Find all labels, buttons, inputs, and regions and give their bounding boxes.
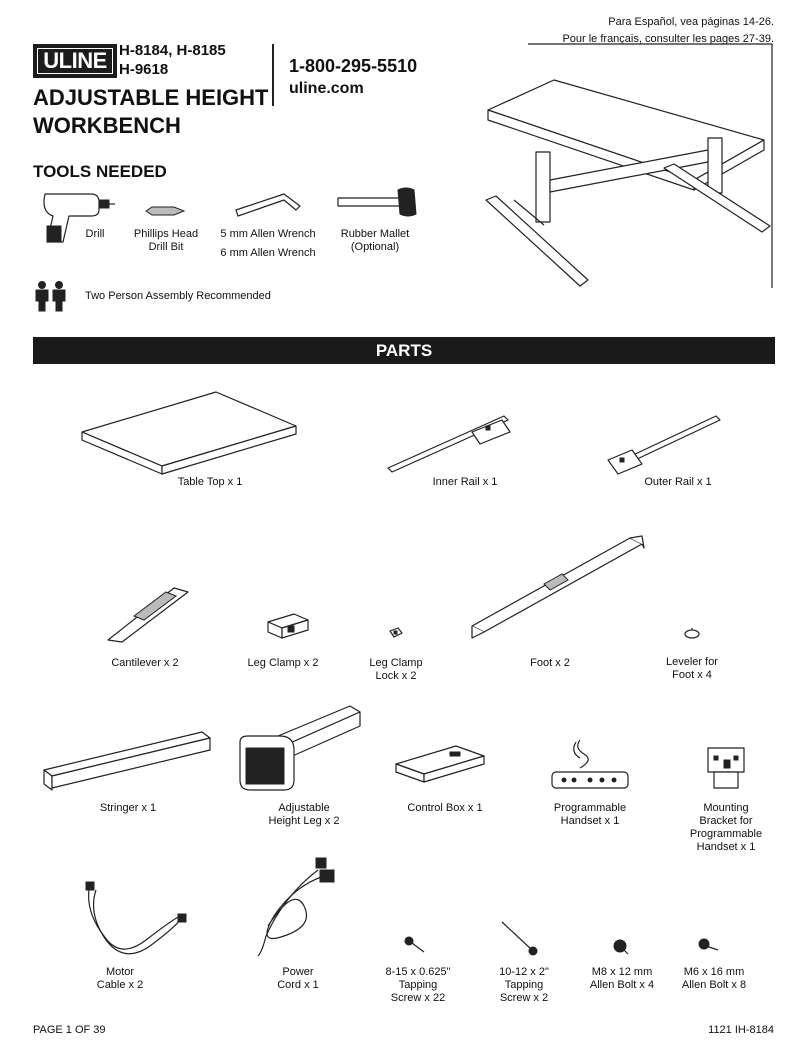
tapping-screw-long-icon — [500, 920, 540, 956]
clamp-lock-label-1: Leg Clamp — [369, 657, 423, 669]
leg-clamp-lock-icon — [388, 627, 404, 639]
cantilever-label: Cantilever x 2 — [111, 657, 179, 669]
inner-rail-label: Inner Rail x 1 — [432, 476, 498, 488]
foot-label: Foot x 2 — [530, 657, 570, 669]
motor-cable-label-1: Motor — [105, 966, 135, 978]
workbench-drawing — [484, 40, 776, 292]
mounting-bracket-label — [676, 802, 776, 854]
tapping-screw-long-label — [482, 966, 566, 1005]
page-title — [33, 84, 269, 140]
leg-clamp-icon — [264, 612, 312, 640]
handset-label-2: Handset x 1 — [560, 815, 620, 827]
bolt1-label-2: Allen Bolt x 4 — [589, 979, 655, 991]
leveler-label-1: Leveler for — [666, 656, 718, 668]
clamp-lock-label-2: Lock x 2 — [375, 670, 417, 682]
handset-label-1: Programmable — [553, 802, 627, 814]
leg-label-2: Height Leg x 2 — [268, 815, 340, 827]
screw1-label-3: Screw x 22 — [390, 992, 446, 1004]
mallet-label-1: Rubber Mallet — [340, 228, 410, 240]
phone-number: 1-800-295-5510 — [289, 56, 418, 76]
stringer-label: Stringer x 1 — [99, 802, 157, 814]
wrench-6mm-label: 6 mm Allen Wrench — [220, 247, 316, 259]
motor-cable-label — [80, 966, 160, 992]
screw1-label-2: Tapping — [398, 979, 438, 991]
tapping-screw-short-icon — [404, 936, 430, 956]
allen-bolt-m6-icon — [698, 938, 720, 954]
outer-rail-icon — [604, 412, 724, 478]
title-line-1: ADJUSTABLE HEIGHT — [33, 85, 269, 110]
two-person-label: Two Person Assembly Recommended — [85, 290, 271, 302]
model-line-2: H-9618 — [119, 61, 169, 78]
mounting-bracket-icon — [706, 746, 746, 790]
header-divider — [272, 44, 274, 106]
drill-label: Drill — [85, 228, 105, 240]
screw2-label-3: Screw x 2 — [499, 992, 549, 1004]
foot-icon — [468, 534, 646, 644]
power-cord-label — [258, 966, 338, 992]
programmable-handset-icon — [550, 738, 630, 792]
screw2-label-1: 10-12 x 2" — [499, 966, 549, 978]
outer-rail-label: Outer Rail x 1 — [644, 476, 712, 488]
allen-bolt-m6-label — [668, 966, 760, 992]
bracket-label-2: Bracket for — [699, 815, 753, 827]
leg-clamp-label: Leg Clamp x 2 — [247, 657, 319, 669]
bracket-label-1: Mounting — [703, 802, 749, 814]
motor-cable-label-2: Cable x 2 — [96, 979, 144, 991]
bolt2-label-1: M6 x 16 mm — [683, 966, 745, 978]
model-numbers — [119, 41, 226, 79]
bolt1-label-1: M8 x 12 mm — [591, 966, 653, 978]
leg-clamp-lock-label — [356, 657, 436, 683]
drill-bit-icon — [144, 205, 188, 217]
model-line-1: H-8184, H-8185 — [119, 42, 226, 59]
leveler-icon — [684, 628, 700, 640]
screw2-label-2: Tapping — [504, 979, 544, 991]
document-id: 1121 IH-8184 — [708, 1024, 774, 1036]
leg-label-1: Adjustable — [278, 802, 330, 814]
drill-bit-label — [128, 228, 204, 254]
uline-logo: ULINE — [33, 44, 117, 78]
tapping-screw-short-label — [376, 966, 460, 1005]
adjustable-leg-label — [256, 802, 352, 828]
leveler-label-2: Foot x 4 — [672, 669, 712, 681]
drill-bit-label-1: Phillips Head — [133, 228, 199, 240]
power-cord-label-1: Power — [282, 966, 314, 978]
rubber-mallet-icon — [336, 186, 420, 220]
power-cord-label-2: Cord x 1 — [277, 979, 319, 991]
tools-heading: TOOLS NEEDED — [33, 162, 167, 181]
website: uline.com — [289, 80, 364, 97]
power-cord-icon — [254, 856, 344, 960]
title-line-2: WORKBENCH — [33, 113, 181, 138]
motor-cable-icon — [76, 880, 186, 964]
programmable-handset-label — [540, 802, 640, 828]
bolt2-label-2: Allen Bolt x 8 — [681, 979, 747, 991]
allen-bolt-m8-label — [576, 966, 668, 992]
mallet-label-2: (Optional) — [350, 241, 400, 253]
leveler-label — [650, 656, 734, 682]
control-box-icon — [394, 744, 486, 784]
two-person-icon — [33, 281, 69, 311]
allen-bolt-m8-icon — [612, 938, 632, 958]
allen-wrench-icon — [234, 188, 304, 218]
french-note: Pour le français, consulter les pages 27-39. — [562, 33, 774, 45]
screw1-label-1: 8-15 x 0.625" — [385, 966, 451, 978]
cantilever-icon — [104, 584, 190, 644]
control-box-label: Control Box x 1 — [407, 802, 483, 814]
rubber-mallet-label — [330, 228, 420, 254]
drill-bit-label-2: Drill Bit — [148, 241, 184, 253]
table-top-icon — [80, 390, 300, 480]
workbench-illustration — [484, 40, 776, 292]
page-number: PAGE 1 OF 39 — [33, 1024, 106, 1036]
spanish-note: Para Español, vea páginas 14-26. — [608, 16, 774, 28]
inner-rail-icon — [386, 412, 516, 478]
wrench-5mm-label: 5 mm Allen Wrench — [220, 228, 316, 240]
stringer-icon — [42, 730, 212, 792]
table-top-label: Table Top x 1 — [177, 476, 243, 488]
bracket-label-3: Programmable — [689, 828, 763, 840]
parts-heading: PARTS — [33, 337, 775, 364]
bracket-label-4: Handset x 1 — [696, 841, 756, 853]
adjustable-leg-icon — [238, 704, 362, 794]
